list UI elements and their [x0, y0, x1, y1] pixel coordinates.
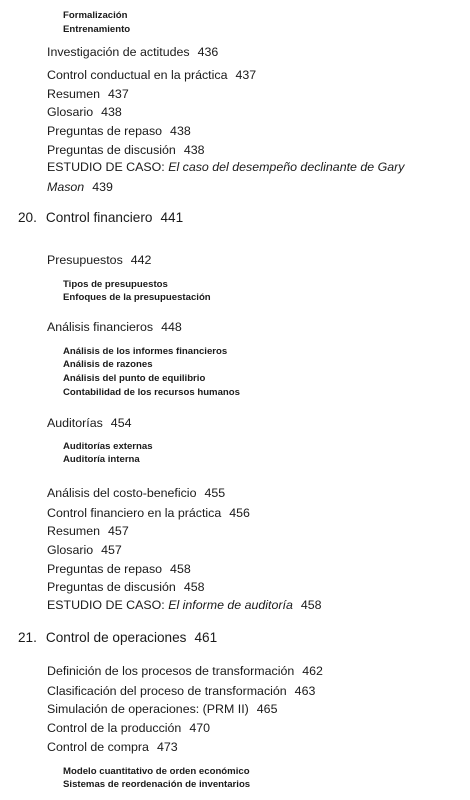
- subentry-text: Tipos de presupuestos: [63, 279, 168, 290]
- page-number: 470: [189, 721, 211, 735]
- toc-subentry: [63, 10, 128, 21]
- page-number: 456: [229, 506, 250, 520]
- entry-title: Preguntas de discusión: [47, 580, 176, 594]
- toc-entry: [47, 486, 225, 500]
- toc-subentry: [63, 359, 153, 370]
- toc-entry: [47, 721, 210, 735]
- toc-case-study: [47, 160, 404, 174]
- subentry-text: Sistemas de reordenación de inventarios: [63, 779, 251, 790]
- entry-title: Definición de los procesos de transformación: [47, 664, 295, 678]
- toc-subentry: [63, 454, 140, 465]
- entry-title: Preguntas de repaso: [47, 124, 163, 138]
- toc-subentry: [63, 766, 250, 777]
- entry-title: Control de la producción: [47, 721, 182, 735]
- chapter-title: Control financiero: [45, 210, 153, 225]
- page-number: 458: [170, 562, 191, 576]
- page-number: 461: [194, 630, 218, 645]
- toc-entry: [47, 702, 277, 716]
- page-number: 454: [110, 416, 132, 430]
- toc-subentry: [63, 279, 168, 290]
- entry-title: Glosario: [47, 543, 94, 557]
- subentry-text: Auditoría interna: [63, 454, 140, 465]
- toc-entry: [47, 562, 191, 576]
- toc-subentry: [63, 387, 240, 398]
- page-number: 455: [204, 486, 226, 500]
- entry-title: Control financiero en la práctica: [47, 506, 222, 520]
- entry-title: Resumen: [47, 87, 101, 101]
- page-number: 437: [108, 87, 129, 101]
- page-number: 457: [101, 543, 122, 557]
- subentry-text: Enfoques de la presupuestación: [63, 292, 211, 303]
- case-study-label: ESTUDIO DE CASO:: [47, 160, 165, 174]
- page-number: 438: [170, 124, 191, 138]
- page-number: 441: [160, 210, 184, 225]
- toc-subentry: [63, 24, 130, 35]
- toc-entry: [47, 664, 323, 678]
- toc-entry: [47, 506, 250, 520]
- subentry-text: Auditorías externas: [63, 441, 153, 452]
- page-number: 458: [300, 598, 322, 612]
- toc-entry: [47, 143, 205, 157]
- toc-entry: [47, 124, 191, 138]
- chapter-number: 21.: [18, 630, 37, 645]
- toc-case-study: [47, 598, 322, 612]
- subentry-text: Contabilidad de los recursos humanos: [63, 387, 240, 398]
- page-number: 439: [92, 180, 113, 194]
- toc-entry: [47, 45, 218, 59]
- entry-title: Preguntas de discusión: [47, 143, 176, 157]
- entry-title: Análisis del costo-beneficio: [47, 486, 197, 500]
- toc-entry: [47, 740, 178, 754]
- entry-title: Resumen: [47, 524, 101, 538]
- toc-chapter: [18, 630, 217, 645]
- page-number: 463: [294, 684, 316, 698]
- toc-chapter: [18, 210, 183, 225]
- page-number: 442: [130, 253, 152, 267]
- entry-title: Glosario: [47, 105, 94, 119]
- entry-title: Investigación de actitudes: [47, 45, 190, 59]
- page-number: 448: [161, 320, 182, 334]
- toc-entry: [47, 253, 151, 267]
- case-study-title: El caso del desempeño declinante de Gary: [168, 160, 405, 174]
- toc-subentry: [63, 346, 227, 357]
- case-study-title: El informe de auditoría: [168, 598, 293, 612]
- entry-title: Análisis financieros: [47, 320, 154, 334]
- entry-title: Presupuestos: [47, 253, 123, 267]
- chapter-title: Control de operaciones: [45, 630, 187, 645]
- toc-subentry: [63, 373, 205, 384]
- toc-case-study-continued: [47, 180, 113, 194]
- subentry-text: Entrenamiento: [63, 24, 131, 35]
- toc-subentry: [63, 441, 153, 452]
- page-number: 438: [183, 143, 205, 157]
- entry-title: Control conductual en la práctica: [47, 68, 228, 82]
- toc-entry: [47, 68, 256, 82]
- page-number: 458: [183, 580, 205, 594]
- toc-entry: [47, 87, 129, 101]
- page-number: 437: [235, 68, 257, 82]
- page-number: 473: [156, 740, 178, 754]
- page-number: 465: [256, 702, 278, 716]
- toc-entry: [47, 580, 205, 594]
- subentry-text: Análisis de razones: [63, 359, 153, 370]
- toc-entry: [47, 543, 122, 557]
- toc-entry: [47, 524, 129, 538]
- subentry-text: Formalización: [63, 10, 128, 21]
- page-number: 436: [197, 45, 219, 59]
- subentry-text: Análisis del punto de equilibrio: [63, 373, 206, 384]
- entry-title: Auditorías: [47, 416, 103, 430]
- toc-entry: [47, 105, 122, 119]
- toc-entry: [47, 416, 131, 430]
- page-number: 438: [101, 105, 122, 119]
- entry-title: Control de compra: [47, 740, 149, 754]
- page-number: 462: [302, 664, 323, 678]
- entry-title: Preguntas de repaso: [47, 562, 163, 576]
- entry-title: Simulación de operaciones: (PRM II): [47, 702, 249, 716]
- toc-subentry: [63, 779, 250, 790]
- toc-subentry: [63, 292, 211, 303]
- chapter-number: 20.: [18, 210, 37, 225]
- toc-entry: [47, 320, 182, 334]
- entry-title: Clasificación del proceso de transformación: [47, 684, 287, 698]
- subentry-text: Modelo cuantitativo de orden económico: [63, 766, 250, 777]
- subentry-text: Análisis de los informes financieros: [63, 346, 228, 357]
- page-number: 457: [108, 524, 129, 538]
- toc-entry: [47, 684, 315, 698]
- case-study-title: Mason: [47, 180, 85, 194]
- case-study-label: ESTUDIO DE CASO:: [47, 598, 165, 612]
